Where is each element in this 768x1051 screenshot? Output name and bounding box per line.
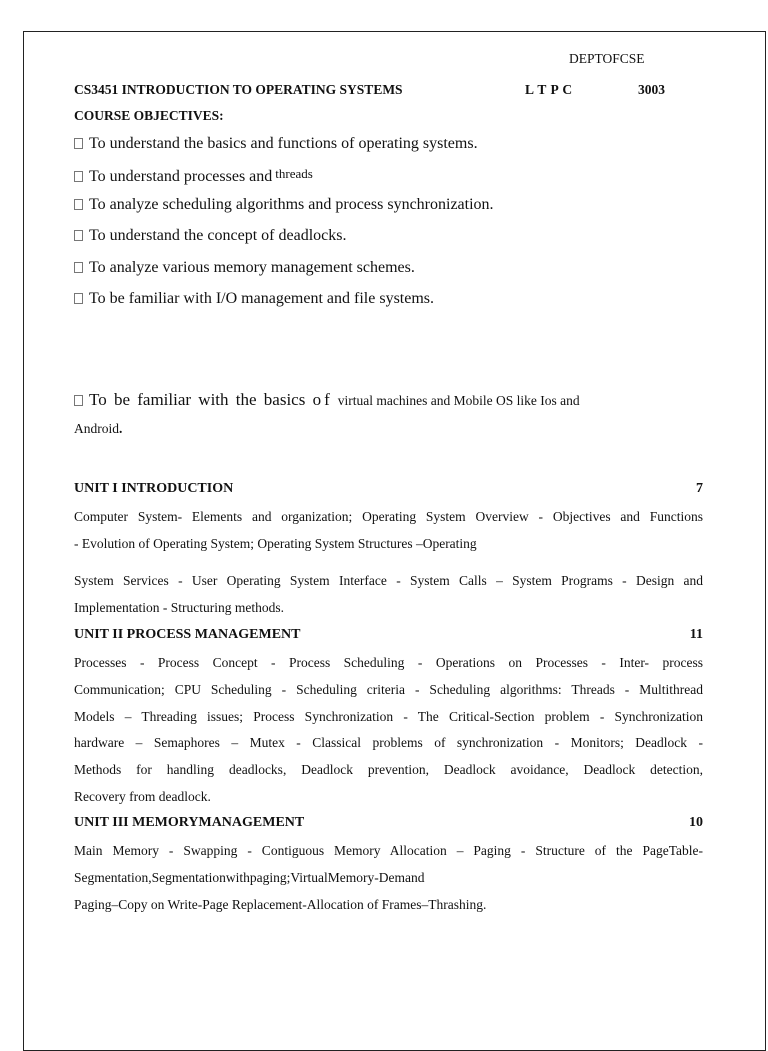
unit-1-paragraph-2: System Services - User Operating System Interface - System Calls – System Programs - Design and Implementation - Structuring methods.	[74, 573, 703, 615]
objective-item: To understand the concept of deadlocks.	[74, 227, 346, 245]
unit-hours: 10	[689, 815, 703, 830]
unit-heading: UNIT III MEMORYMANAGEMENT 10	[74, 815, 703, 830]
bullet-box-icon	[74, 293, 83, 304]
unit-heading: UNIT II PROCESS MANAGEMENT 11	[74, 627, 703, 642]
unit-hours: 7	[696, 481, 703, 496]
objective-item-last-line2: Android.	[74, 421, 123, 436]
objective-item-last: To be familiar with the basics o f virtual machines and Mobile OS like Ios and	[74, 390, 580, 410]
unit-hours: 11	[689, 627, 703, 642]
dept-label: DEPTOFCSE	[569, 51, 645, 66]
objective-item: To understand processes and $^{threads}$	[74, 166, 313, 186]
bullet-box-icon	[74, 230, 83, 241]
objectives-heading: COURSE OBJECTIVES:	[74, 108, 224, 123]
bullet-box-icon	[74, 138, 83, 149]
objective-item: To understand the basics and functions of operating systems.	[74, 135, 478, 153]
objective-item: To analyze scheduling algorithms and process synchronization.	[74, 196, 494, 214]
ltpc-label: L T P C	[525, 82, 573, 97]
bullet-box-icon	[74, 199, 83, 210]
unit-2-paragraph: Processes - Process Concept - Process Scheduling - Operations on Processes - Inter- process Communication; CPU Scheduling - Scheduling criteria - Scheduling algorithms: Threads - Multithread Models – Threading issues; Process Synchronization - The Critical-Section problem - Synchronization hardware – Semaphores – Mutex - Classical problems of synchronization - Monitors; Deadlock - Methods for handling deadlocks, Deadlock prevention, Deadlock avoidance, Deadlock detection, Recovery from deadlock.	[74, 655, 703, 804]
unit-heading: UNIT I INTRODUCTION 7	[74, 481, 703, 496]
document-page	[23, 31, 766, 1051]
ltpc-value: 3003	[638, 82, 665, 97]
course-title: CS3451 INTRODUCTION TO OPERATING SYSTEMS	[74, 82, 403, 97]
bullet-box-icon	[74, 395, 83, 406]
objective-item: To be familiar with I/O management and file systems.	[74, 290, 434, 308]
bullet-box-icon	[74, 171, 83, 182]
unit-3-paragraph: Main Memory - Swapping - Contiguous Memory Allocation – Paging - Structure of the PageTable- Segmentation,Segmentationwithpaging;VirtualMemory-Demand Paging–Copy on Write-Page Replacement-Allocation of Frames–Thrashing.	[74, 843, 703, 912]
objective-item: To analyze various memory management schemes.	[74, 259, 415, 277]
bullet-box-icon	[74, 262, 83, 273]
unit-1-paragraph-1: Computer System- Elements and organization; Operating System Overview - Objectives and Functions - Evolution of Operating System; Operating System Structures –Operating	[74, 509, 703, 551]
